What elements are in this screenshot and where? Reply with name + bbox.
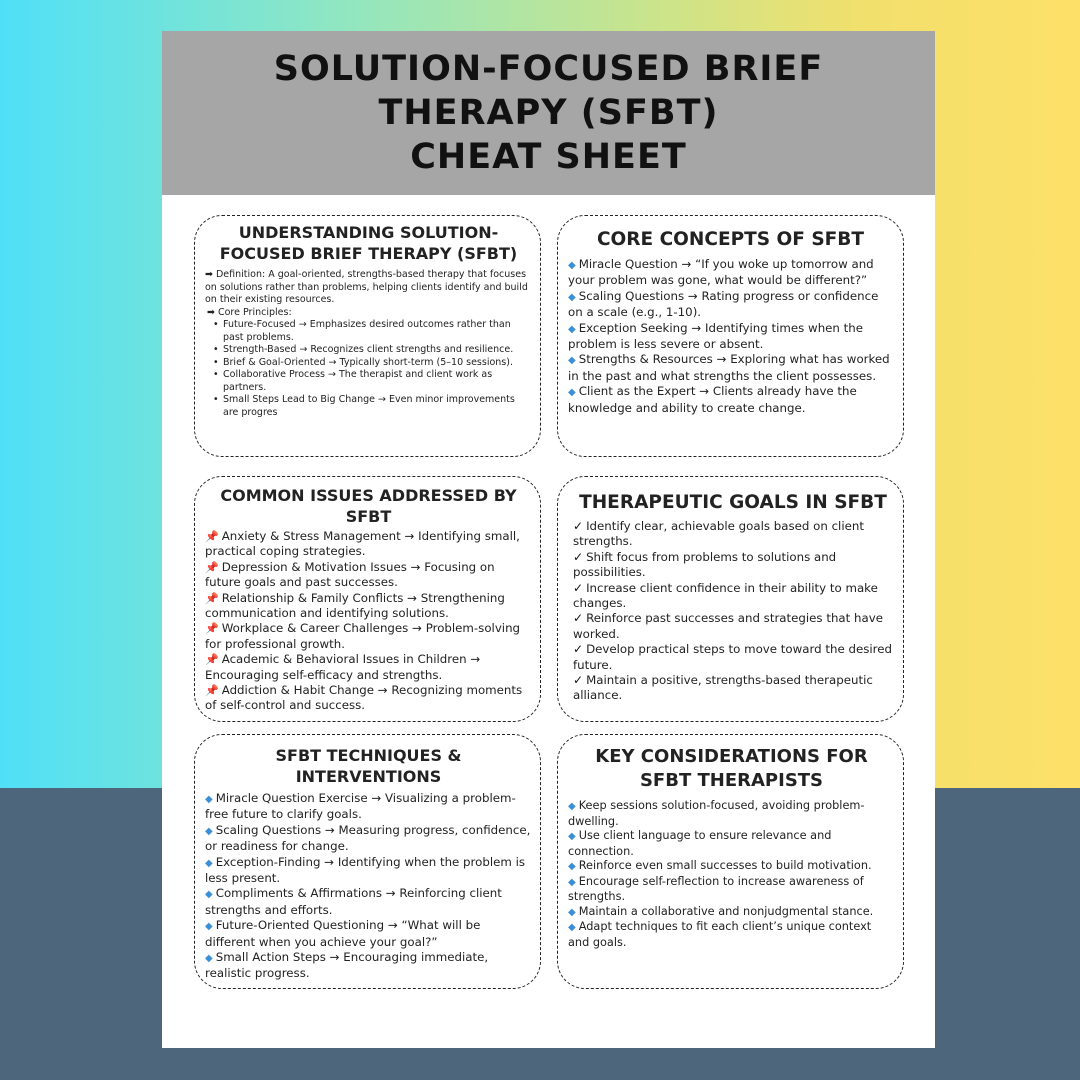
list-item: [573, 611, 893, 642]
diamond-icon: ◆: [205, 953, 213, 965]
title-banner: [162, 31, 935, 195]
list-item: [568, 920, 895, 950]
item-text: Keep sessions solution-focused, avoiding problem-dwelling.: [568, 799, 865, 828]
item-text: Miracle Question → “If you woke up tomorrow and your problem was gone, what would be different?”: [568, 257, 874, 288]
list-item: • Small Steps Lead to Big Change → Even minor improvements are progres: [213, 394, 532, 419]
item-text: Academic & Behavioral Issues in Children → Encouraging self-efficacy and strengths.: [205, 652, 481, 682]
item-text: Identify clear, achievable goals based on client strengths.: [573, 519, 864, 549]
item-text: Strengths & Resources → Exploring what has worked in the past and what strengths the client possesses.: [568, 352, 890, 383]
diamond-icon: ◆: [568, 876, 576, 888]
card-therapeutic-goals: [557, 476, 904, 722]
diamond-icon: ◆: [568, 387, 576, 399]
list-item: [205, 560, 532, 591]
list-item: [568, 875, 895, 905]
card-body: [573, 519, 893, 704]
checkmark-icon: ✓: [573, 673, 584, 688]
list-item: [205, 529, 532, 560]
list-item: [205, 855, 532, 887]
list-item: [573, 550, 893, 581]
definition-text: ➡ Definition: A goal-oriented, strengths-based therapy that focuses on solutions rather than problems, helping clients identify and build on their existing resources.: [205, 269, 528, 305]
list-item: • Brief & Goal-Oriented → Typically short-term (5–10 sessions).: [213, 357, 532, 370]
diamond-icon: ◆: [568, 260, 576, 271]
title-line: CHEAT SHEET: [410, 137, 687, 177]
item-text: Use client language to ensure relevance and connection.: [568, 829, 832, 858]
diamond-icon: ◆: [568, 323, 576, 335]
card-understanding: [194, 215, 541, 457]
list-item: [573, 519, 893, 550]
cheat-sheet-page: [162, 31, 935, 1048]
list-item: [205, 652, 532, 683]
pin-icon: 📌: [205, 653, 219, 667]
card-heading: COMMON ISSUES ADDRESSED BY SFBT: [220, 486, 517, 526]
item-text: Anxiety & Stress Management → Identifying small, practical coping strategies.: [205, 529, 520, 559]
list-item: [568, 321, 893, 353]
checkmark-icon: ✓: [573, 611, 584, 626]
item-text: Develop practical steps to move toward the desired future.: [573, 642, 892, 672]
list-item: [568, 905, 895, 921]
item-text: Scaling Questions → Rating progress or confidence on a scale (e.g., 1-10).: [568, 288, 879, 320]
diamond-icon: ◆: [205, 921, 213, 933]
list-item: [573, 673, 893, 704]
list-item: [205, 823, 532, 855]
diamond-icon: ◆: [568, 291, 576, 303]
card-body: [205, 791, 532, 982]
card-heading: CORE CONCEPTS OF SFBT: [596, 229, 865, 250]
list-item: [573, 581, 893, 612]
card-body: [568, 257, 893, 416]
diamond-icon: ◆: [205, 825, 213, 837]
list-item: [568, 289, 893, 321]
list-item: [205, 621, 532, 652]
item-text: Increase client confidence in their ability to make changes.: [573, 580, 878, 611]
item-text: Shift focus from problems to solutions and possibilities.: [573, 549, 837, 580]
list-item: • Collaborative Process → The therapist and client work as partners.: [213, 369, 532, 394]
list-item: [205, 950, 532, 982]
checkmark-icon: ✓: [573, 549, 584, 564]
item-text: Depression & Motivation Issues → Focusing on future goals and past successes.: [205, 559, 495, 590]
item-text: Encourage self-reflection to increase awareness of strengths.: [568, 874, 864, 903]
list-item: [205, 591, 532, 622]
diamond-icon: ◆: [205, 794, 213, 805]
item-text: Addiction & Habit Change → Recognizing moments of self-control and success.: [205, 683, 523, 713]
diamond-icon: ◆: [568, 831, 576, 842]
item-text: Client as the Expert → Clients already have the knowledge and ability to create change.: [568, 384, 857, 415]
checkmark-icon: ✓: [573, 519, 584, 533]
title-line: THERAPY (SFBT): [378, 93, 719, 133]
pin-icon: 📌: [205, 622, 219, 636]
card-key-considerations: [557, 734, 904, 989]
diamond-icon: ◆: [205, 857, 213, 869]
card-heading: UNDERSTANDING SOLUTION-FOCUSED BRIEF THERAPY (SFBT): [219, 223, 518, 263]
page-title: [274, 47, 824, 179]
item-text: Future-Oriented Questioning → “What will be different when you achieve your goal?”: [205, 918, 481, 949]
checkmark-icon: ✓: [573, 642, 584, 657]
card-body: [568, 799, 895, 950]
item-text: Maintain a positive, strengths-based therapeutic alliance.: [573, 673, 873, 703]
pin-icon: 📌: [205, 530, 219, 543]
list-item: [568, 384, 893, 416]
list-item: [205, 918, 532, 950]
title-line: SOLUTION-FOCUSED BRIEF: [273, 49, 824, 89]
item-text: Scaling Questions → Measuring progress, confidence, or readiness for change.: [205, 822, 531, 854]
list-item: [568, 257, 893, 289]
pin-icon: 📌: [205, 684, 219, 698]
list-item: • Strength-Based → Recognizes client strengths and resilience.: [213, 344, 532, 357]
principles-list: [205, 319, 532, 419]
card-common-issues: [194, 476, 541, 722]
card-heading: SFBT TECHNIQUES & INTERVENTIONS: [275, 746, 462, 786]
list-item: [205, 683, 532, 714]
diamond-icon: ◆: [568, 906, 576, 918]
list-item: [573, 642, 893, 673]
checkmark-icon: ✓: [573, 580, 584, 595]
list-item: [568, 352, 893, 384]
item-text: Adapt techniques to fit each client’s unique context and goals.: [568, 920, 872, 949]
item-text: Workplace & Career Challenges → Problem-solving for professional growth.: [205, 621, 521, 651]
list-item: [568, 859, 895, 875]
list-item: [205, 886, 532, 918]
item-text: Relationship & Family Conflicts → Strengthening communication and identifying solutions.: [205, 590, 505, 621]
diamond-icon: ◆: [568, 801, 576, 812]
list-item: [568, 829, 895, 859]
item-text: Miracle Question Exercise → Visualizing a problem-free future to clarify goals.: [205, 791, 516, 822]
pin-icon: 📌: [205, 560, 219, 574]
card-techniques: [194, 734, 541, 989]
card-body: [205, 529, 532, 714]
item-text: Reinforce past successes and strategies that have worked.: [573, 611, 883, 641]
item-text: Reinforce even small successes to build motivation.: [578, 859, 872, 872]
diamond-icon: ◆: [568, 922, 576, 933]
list-item: • Future-Focused → Emphasizes desired outcomes rather than past problems.: [213, 319, 532, 344]
card-heading: THERAPEUTIC GOALS IN SFBT: [579, 492, 887, 513]
list-item: [568, 799, 895, 829]
item-text: Small Action Steps → Encouraging immediate, realistic progress.: [205, 950, 489, 981]
principles-label: ➡ Core Principles:: [207, 306, 292, 318]
item-text: Compliments & Affirmations → Reinforcing client strengths and efforts.: [205, 886, 502, 917]
pin-icon: 📌: [205, 591, 219, 605]
item-text: Exception Seeking → Identifying times when the problem is less severe or absent.: [568, 320, 864, 352]
card-heading: KEY CONSIDERATIONS FOR SFBT THERAPISTS: [595, 746, 868, 791]
card-body: [205, 269, 532, 419]
diamond-icon: ◆: [205, 889, 213, 901]
diamond-icon: ◆: [568, 861, 576, 872]
item-text: Exception-Finding → Identifying when the problem is less present.: [205, 854, 526, 886]
item-text: Maintain a collaborative and nonjudgmental stance.: [578, 904, 874, 918]
diamond-icon: ◆: [568, 355, 576, 367]
card-core-concepts: [557, 215, 904, 457]
list-item: [205, 791, 532, 823]
